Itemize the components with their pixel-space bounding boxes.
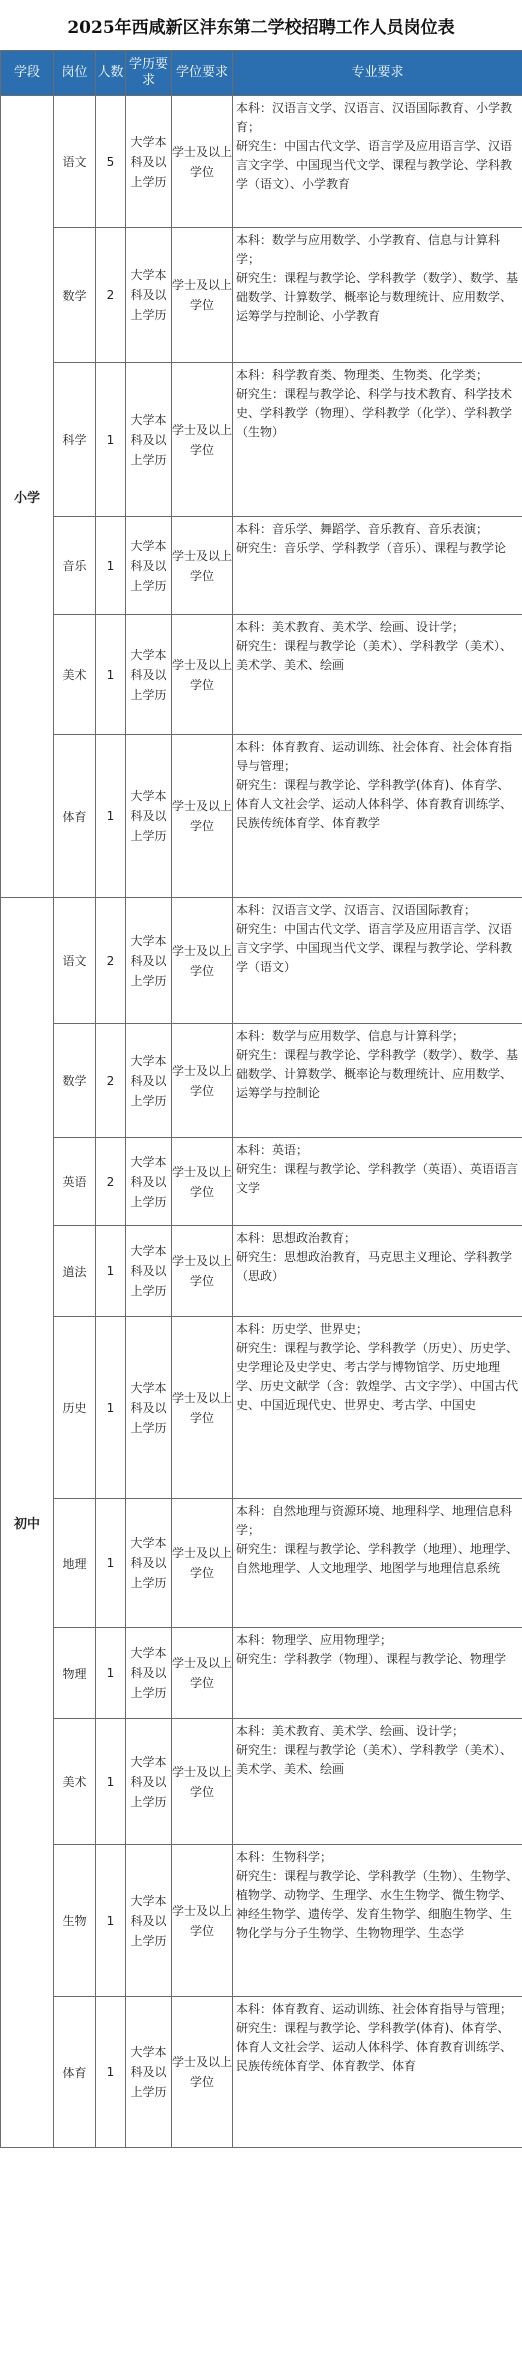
graduate-requirement: 研究生：中国古代文学、语言学及应用语言学、汉语言文字学、中国现当代文学、课程与教学论、学科教学（语文） bbox=[236, 922, 513, 974]
major-cell bbox=[233, 1845, 522, 1997]
table-row bbox=[1, 1024, 522, 1138]
undergrad-requirement: 本科：自然地理与资源环境、地理科学、地理信息科学； bbox=[236, 1504, 513, 1537]
graduate-requirement: 研究生：课程与教学论、学科教学（英语）、英语语言文学 bbox=[236, 1162, 519, 1195]
degree-cell: 学士及以上学位 bbox=[172, 615, 233, 735]
header-degree: 学位要求 bbox=[172, 51, 233, 96]
degree-cell: 学士及以上学位 bbox=[172, 1138, 233, 1226]
major-cell bbox=[233, 517, 522, 615]
education-cell: 大学本科及以上学历 bbox=[126, 1317, 172, 1499]
table-row bbox=[1, 517, 522, 615]
undergrad-requirement: 本科：思想政治教育； bbox=[236, 1231, 357, 1245]
post-cell: 美术 bbox=[54, 1719, 96, 1845]
graduate-requirement: 研究生：思想政治教育，马克思主义理论、学科教学（思政） bbox=[236, 1250, 513, 1283]
education-cell: 大学本科及以上学历 bbox=[126, 615, 172, 735]
major-cell bbox=[233, 1138, 522, 1226]
count-cell: 1 bbox=[96, 517, 126, 615]
graduate-requirement: 研究生：课程与教学论、学科教学（数学）、数学、基础数学、计算数学、概率论与数理统计、应用数学、运筹学与控制论、小学教育 bbox=[236, 271, 519, 323]
count-cell: 2 bbox=[96, 1138, 126, 1226]
table-row bbox=[1, 1845, 522, 1997]
table-row bbox=[1, 1628, 522, 1719]
post-cell: 体育 bbox=[54, 1997, 96, 2148]
education-cell: 大学本科及以上学历 bbox=[126, 1719, 172, 1845]
degree-cell: 学士及以上学位 bbox=[172, 363, 233, 517]
degree-cell: 学士及以上学位 bbox=[172, 898, 233, 1024]
post-cell: 语文 bbox=[54, 898, 96, 1024]
table-row bbox=[1, 363, 522, 517]
degree-cell: 学士及以上学位 bbox=[172, 1226, 233, 1317]
undergrad-requirement: 本科：音乐学、舞蹈学、音乐教育、音乐表演； bbox=[236, 522, 489, 536]
post-cell: 科学 bbox=[54, 363, 96, 517]
table-row bbox=[1, 898, 522, 1024]
education-cell: 大学本科及以上学历 bbox=[126, 517, 172, 615]
positions-table bbox=[0, 50, 522, 2148]
major-cell bbox=[233, 363, 522, 517]
education-cell: 大学本科及以上学历 bbox=[126, 735, 172, 898]
header-education: 学历要求 bbox=[126, 51, 172, 96]
header-count: 人数 bbox=[96, 51, 126, 96]
stage-cell: 小学 bbox=[1, 96, 54, 898]
undergrad-requirement: 本科：数学与应用数学、小学教育、信息与计算科学； bbox=[236, 233, 501, 266]
count-cell: 1 bbox=[96, 1499, 126, 1628]
table-row bbox=[1, 228, 522, 363]
post-cell: 体育 bbox=[54, 735, 96, 898]
education-cell: 大学本科及以上学历 bbox=[126, 1024, 172, 1138]
graduate-requirement: 研究生：课程与教学论（美术）、学科教学（美术）、美术学、美术、绘画 bbox=[236, 639, 513, 672]
post-cell: 数学 bbox=[54, 228, 96, 363]
table-row bbox=[1, 1317, 522, 1499]
count-cell: 1 bbox=[96, 1317, 126, 1499]
count-cell: 1 bbox=[96, 363, 126, 517]
education-cell: 大学本科及以上学历 bbox=[126, 228, 172, 363]
post-cell: 地理 bbox=[54, 1499, 96, 1628]
post-cell: 美术 bbox=[54, 615, 96, 735]
degree-cell: 学士及以上学位 bbox=[172, 1719, 233, 1845]
degree-cell: 学士及以上学位 bbox=[172, 1845, 233, 1997]
undergrad-requirement: 本科：物理学、应用物理学； bbox=[236, 1633, 393, 1647]
education-cell: 大学本科及以上学历 bbox=[126, 1138, 172, 1226]
degree-cell: 学士及以上学位 bbox=[172, 1997, 233, 2148]
undergrad-requirement: 本科：美术教育、美术学、绘画、设计学； bbox=[236, 1724, 465, 1738]
undergrad-requirement: 本科：汉语言文学、汉语言、汉语国际教育； bbox=[236, 903, 477, 917]
degree-cell: 学士及以上学位 bbox=[172, 96, 233, 228]
education-cell: 大学本科及以上学历 bbox=[126, 1628, 172, 1719]
undergrad-requirement: 本科：汉语言文学、汉语言、汉语国际教育、小学教育； bbox=[236, 101, 513, 134]
degree-cell: 学士及以上学位 bbox=[172, 517, 233, 615]
graduate-requirement: 研究生：课程与教学论（美术）、学科教学（美术）、美术学、美术、绘画 bbox=[236, 1743, 513, 1776]
major-cell bbox=[233, 615, 522, 735]
header-row bbox=[1, 51, 522, 96]
table-row bbox=[1, 1499, 522, 1628]
major-cell bbox=[233, 1317, 522, 1499]
stage-cell: 初中 bbox=[1, 898, 54, 2148]
education-cell: 大学本科及以上学历 bbox=[126, 363, 172, 517]
graduate-requirement: 研究生：课程与教学论、学科教学（数学）、数学、基础数学、计算数学、概率论与数理统计、应用数学、运筹学与控制论 bbox=[236, 1048, 519, 1100]
table-row bbox=[1, 96, 522, 228]
table-body bbox=[1, 96, 522, 2148]
major-cell bbox=[233, 1997, 522, 2148]
education-cell: 大学本科及以上学历 bbox=[126, 96, 172, 228]
table-row bbox=[1, 735, 522, 898]
degree-cell: 学士及以上学位 bbox=[172, 228, 233, 363]
graduate-requirement: 研究生：课程与教学论、学科教学（历史）、历史学、史学理论及史学史、考古学与博物馆学、历史地理学、历史文献学（含：敦煌学、古文字学）、中国古代史、中国近现代史、世界史、考古学、中国史 bbox=[236, 1341, 519, 1412]
undergrad-requirement: 本科：数学与应用数学、信息与计算科学； bbox=[236, 1029, 465, 1043]
graduate-requirement: 研究生：中国古代文学、语言学及应用语言学、汉语言文字学、中国现当代文学、课程与教学论、学科教学（语文）、小学教育 bbox=[236, 139, 513, 191]
count-cell: 1 bbox=[96, 1719, 126, 1845]
undergrad-requirement: 本科：生物科学； bbox=[236, 1850, 333, 1864]
page-title: 2025年西咸新区沣东第二学校招聘工作人员岗位表 bbox=[67, 17, 455, 38]
major-cell bbox=[233, 96, 522, 228]
graduate-requirement: 研究生：课程与教学论、科学与技术教育、科学技术史、学科教学（物理）、学科教学（化学）、学科教学（生物） bbox=[236, 387, 513, 439]
post-cell: 物理 bbox=[54, 1628, 96, 1719]
post-cell: 历史 bbox=[54, 1317, 96, 1499]
table-row bbox=[1, 1226, 522, 1317]
post-cell: 数学 bbox=[54, 1024, 96, 1138]
degree-cell: 学士及以上学位 bbox=[172, 1499, 233, 1628]
graduate-requirement: 研究生：课程与教学论、学科教学（地理）、地理学、自然地理学、人文地理学、地图学与地理信息系统 bbox=[236, 1542, 519, 1575]
count-cell: 5 bbox=[96, 96, 126, 228]
count-cell: 1 bbox=[96, 1997, 126, 2148]
degree-cell: 学士及以上学位 bbox=[172, 1628, 233, 1719]
post-cell: 生物 bbox=[54, 1845, 96, 1997]
post-cell: 英语 bbox=[54, 1138, 96, 1226]
header-major: 专业要求 bbox=[233, 51, 522, 96]
post-cell: 音乐 bbox=[54, 517, 96, 615]
education-cell: 大学本科及以上学历 bbox=[126, 1997, 172, 2148]
degree-cell: 学士及以上学位 bbox=[172, 735, 233, 898]
graduate-requirement: 研究生：课程与教学论、学科教学(体育)、体育学、体育人文社会学、运动人体科学、体育教育训练学、民族传统体育学、体育教学、体育 bbox=[236, 2021, 513, 2073]
count-cell: 1 bbox=[96, 1628, 126, 1719]
major-cell bbox=[233, 1024, 522, 1138]
table-row bbox=[1, 615, 522, 735]
undergrad-requirement: 本科：美术教育、美术学、绘画、设计学； bbox=[236, 620, 465, 634]
undergrad-requirement: 本科：体育教育、运动训练、社会体育指导与管理； bbox=[236, 2002, 513, 2016]
count-cell: 2 bbox=[96, 898, 126, 1024]
table-header bbox=[1, 51, 522, 96]
undergrad-requirement: 本科：历史学、世界史； bbox=[236, 1322, 369, 1336]
count-cell: 2 bbox=[96, 228, 126, 363]
degree-cell: 学士及以上学位 bbox=[172, 1024, 233, 1138]
major-cell bbox=[233, 1499, 522, 1628]
undergrad-requirement: 本科：科学教育类、物理类、生物类、化学类； bbox=[236, 368, 489, 382]
count-cell: 1 bbox=[96, 735, 126, 898]
major-cell bbox=[233, 898, 522, 1024]
table-row bbox=[1, 1138, 522, 1226]
undergrad-requirement: 本科：英语； bbox=[236, 1143, 309, 1157]
major-cell bbox=[233, 735, 522, 898]
table-row bbox=[1, 1719, 522, 1845]
degree-cell: 学士及以上学位 bbox=[172, 1317, 233, 1499]
education-cell: 大学本科及以上学历 bbox=[126, 1845, 172, 1997]
graduate-requirement: 研究生：音乐学、学科教学（音乐）、课程与教学论 bbox=[236, 541, 507, 555]
count-cell: 1 bbox=[96, 1845, 126, 1997]
education-cell: 大学本科及以上学历 bbox=[126, 1499, 172, 1628]
major-cell bbox=[233, 1628, 522, 1719]
count-cell: 1 bbox=[96, 615, 126, 735]
undergrad-requirement: 本科：体育教育、运动训练、社会体育、社会体育指导与管理； bbox=[236, 740, 513, 773]
post-cell: 语文 bbox=[54, 96, 96, 228]
header-stage: 学段 bbox=[1, 51, 54, 96]
count-cell: 2 bbox=[96, 1024, 126, 1138]
count-cell: 1 bbox=[96, 1226, 126, 1317]
major-cell bbox=[233, 228, 522, 363]
header-post: 岗位 bbox=[54, 51, 96, 96]
graduate-requirement: 研究生：课程与教学论、学科教学（生物）、生物学、植物学、动物学、生理学、水生生物学、微生物学、神经生物学、遗传学、发育生物学、细胞生物学、生物化学与分子生物学、生物物理学、生态学 bbox=[236, 1869, 519, 1940]
education-cell: 大学本科及以上学历 bbox=[126, 898, 172, 1024]
major-cell bbox=[233, 1226, 522, 1317]
major-cell bbox=[233, 1719, 522, 1845]
graduate-requirement: 研究生：学科教学（物理）、课程与教学论、物理学 bbox=[236, 1652, 507, 1666]
table-row bbox=[1, 1997, 522, 2148]
graduate-requirement: 研究生：课程与教学论、学科教学(体育)、体育学、体育人文社会学、运动人体科学、体育教育训练学、民族传统体育学、体育教学 bbox=[236, 778, 513, 830]
post-cell: 道法 bbox=[54, 1226, 96, 1317]
education-cell: 大学本科及以上学历 bbox=[126, 1226, 172, 1317]
